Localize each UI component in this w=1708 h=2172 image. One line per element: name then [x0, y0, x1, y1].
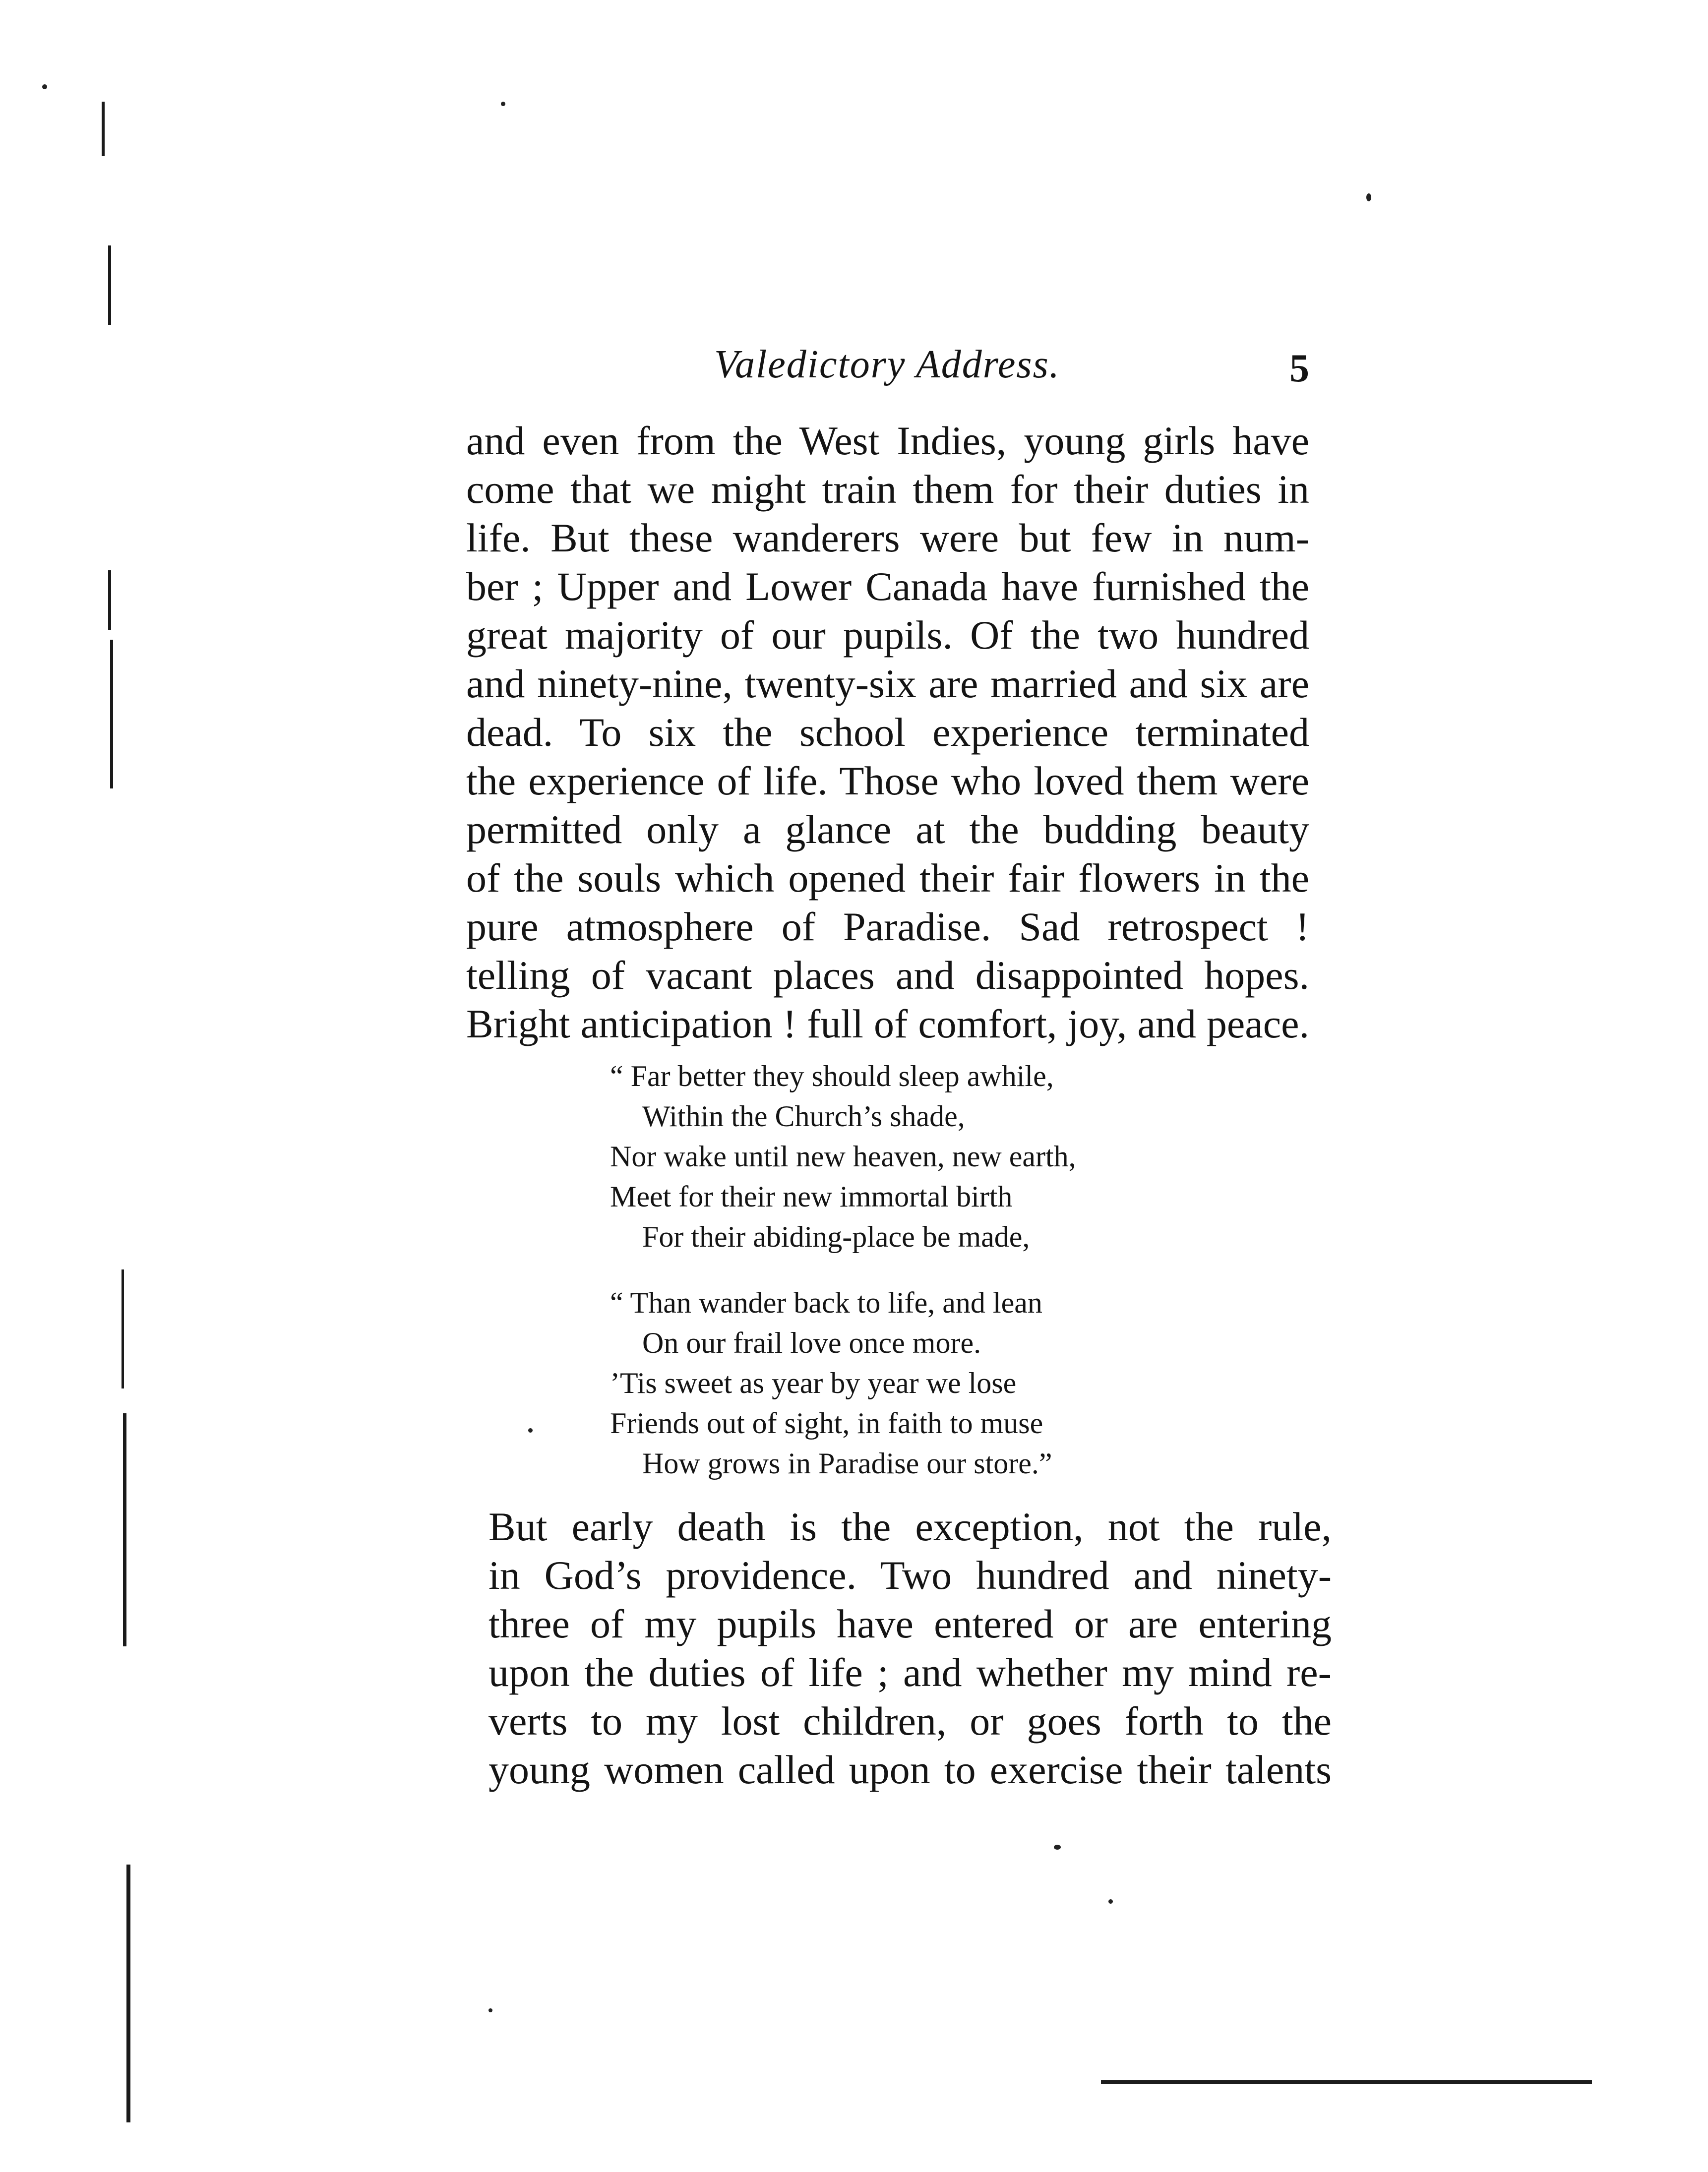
- text-line: in God’s providence. Two hundred and ninety-: [488, 1553, 1332, 1598]
- running-title: Valedictory Address.: [714, 343, 1060, 386]
- verse-line: Nor wake until new heaven, new earth,: [610, 1140, 1076, 1173]
- poem-quotation: [610, 1056, 1230, 1509]
- scan-speck: [1054, 1845, 1061, 1850]
- prose-paragraph-2: [488, 1503, 1332, 1794]
- text-line: telling of vacant places and disappointed hopes.: [466, 953, 1309, 998]
- verse-line: For their abiding-place be made,: [642, 1220, 1030, 1253]
- poem-stanza-2: [610, 1283, 1230, 1484]
- verse-line: How grows in Paradise our store.”: [642, 1447, 1052, 1480]
- text-line: ber ; Upper and Lower Canada have furnished the: [466, 564, 1309, 609]
- text-line: great majority of our pupils. Of the two hundred: [466, 612, 1309, 658]
- scan-edge-mark: [122, 1269, 124, 1388]
- text-line: young women called upon to exercise their talents: [488, 1747, 1332, 1792]
- text-line: permitted only a glance at the budding beauty: [466, 807, 1309, 852]
- text-line: Bright anticipation ! full of comfort, joy, and peace.: [466, 1001, 1309, 1046]
- scan-edge-mark: [110, 640, 113, 788]
- scan-speck: [501, 102, 505, 106]
- poem-stanza-1: [610, 1056, 1230, 1257]
- text-line: and ninety-nine, twenty-six are married and six are: [466, 661, 1309, 706]
- running-head: [466, 342, 1309, 397]
- text-line: dead. To six the school experience terminated: [466, 710, 1309, 755]
- scan-edge-mark: [126, 1865, 130, 2122]
- text-line: and even from the West Indies, young girls have: [466, 418, 1309, 463]
- scan-bottom-rule: [1101, 2080, 1592, 2084]
- text-line: verts to my lost children, or goes forth to the: [488, 1698, 1332, 1744]
- text-line: come that we might train them for their duties in: [466, 467, 1309, 512]
- scan-speck: [528, 1428, 533, 1433]
- text-line: three of my pupils have entered or are entering: [488, 1601, 1332, 1646]
- verse-line: Within the Church’s shade,: [642, 1100, 965, 1133]
- text-line: life. But these wanderers were but few in num-: [466, 515, 1309, 560]
- text-line: pure atmosphere of Paradise. Sad retrospect !: [466, 904, 1309, 949]
- scan-edge-mark: [108, 570, 111, 630]
- text-line: But early death is the exception, not the rule,: [488, 1504, 1332, 1549]
- scan-edge-mark: [123, 1413, 126, 1646]
- scan-speck: [488, 2008, 492, 2012]
- verse-line: “ Than wander back to life, and lean: [610, 1286, 1042, 1319]
- prose-paragraph-1: [466, 417, 1309, 1048]
- scan-edge-mark: [102, 102, 105, 156]
- verse-line: “ Far better they should sleep awhile,: [610, 1060, 1054, 1092]
- scan-speck: [1108, 1899, 1113, 1904]
- scan-edge-mark: [108, 245, 111, 325]
- page-number: 5: [1289, 347, 1309, 390]
- verse-line: On our frail love once more.: [642, 1327, 981, 1359]
- text-line: of the souls which opened their fair flowers in the: [466, 855, 1309, 901]
- verse-line: Meet for their new immortal birth: [610, 1180, 1013, 1213]
- scan-speck: [1366, 193, 1371, 201]
- verse-line: ’Tis sweet as year by year we lose: [610, 1367, 1017, 1399]
- text-line: the experience of life. Those who loved them were: [466, 758, 1309, 803]
- scan-speck: [42, 84, 47, 89]
- verse-line: Friends out of sight, in faith to muse: [610, 1407, 1043, 1440]
- text-line: upon the duties of life ; and whether my mind re-: [488, 1650, 1332, 1695]
